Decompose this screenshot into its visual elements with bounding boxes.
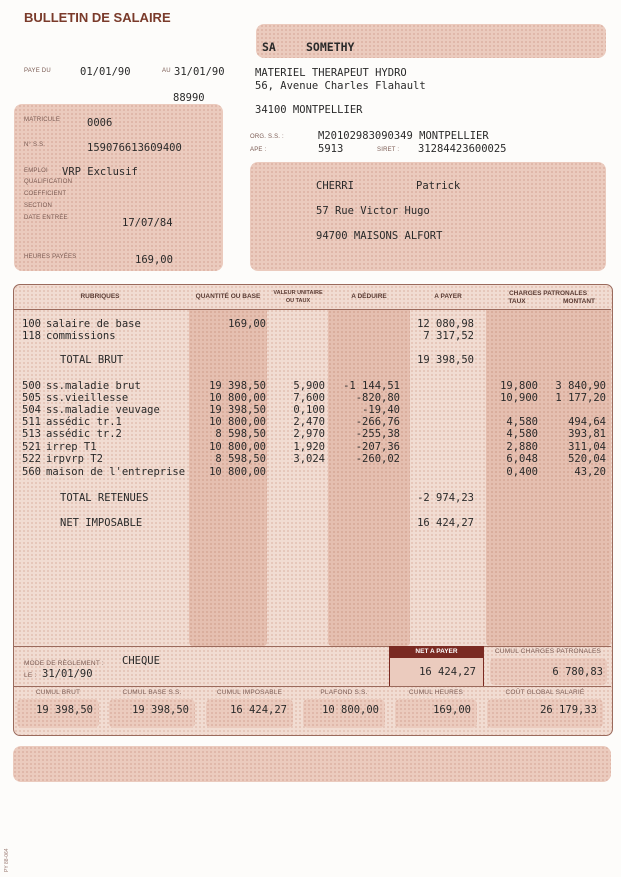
line-pay: 16 424,27 [417,517,474,529]
line-deduct: -1 144,51 [343,380,400,392]
period-to: 31/01/90 [174,66,225,78]
header-payer: A PAYER [434,293,462,300]
column-quantite [189,310,267,646]
footer-code: PY 88-064 [4,848,10,872]
ape-label: APE : [250,147,267,153]
au-label: AU [162,68,171,74]
line-label: TOTAL BRUT [60,354,124,366]
line-amount: 520,04 [568,453,606,465]
period-from: 01/01/90 [80,66,131,78]
line-rate: 7,600 [293,392,325,404]
date-entree-value: 17/07/84 [122,217,173,229]
emploi-value: VRP Exclusif [62,166,138,178]
line-deduct: -820,80 [355,392,400,404]
line-deduct: -255,38 [355,428,400,440]
header-valeur-1: VALEUR UNITAIRE [273,290,323,296]
line-rate: 0,100 [293,404,325,416]
line-amount: 393,81 [568,428,606,440]
cumul-charges-label: CUMUL CHARGES PATRONALES [494,648,602,655]
line-deduct: -260,02 [355,453,400,465]
line-base: 10 800,00 [209,441,266,453]
heures-label: HEURES PAYÉES [24,254,77,260]
employee-info-box [14,104,223,271]
cumul-label: CUMUL HEURES [408,689,464,696]
line-code: 100 [22,318,41,330]
line-label: ss.maladie veuvage [46,404,160,416]
line-label: ss.maladie brut [46,380,141,392]
line-label: irpvrp T2 [46,453,103,465]
line-amount: 311,04 [568,441,606,453]
recipient-first-name: Patrick [416,180,461,192]
line-base: 8 598,50 [215,428,266,440]
line-rate: 1,920 [293,441,325,453]
line-code: 513 [22,428,41,440]
line-amount: 43,20 [574,466,606,478]
line-label: maison de l'entreprise [46,466,186,478]
matricule-value: 0006 [87,117,113,129]
line-code: 522 [22,453,41,465]
line-label: salaire de base [46,318,141,330]
line-deduct: -266,76 [355,416,400,428]
line-deduct: -19,40 [362,404,400,416]
line-rate: 5,900 [293,380,325,392]
period-ref: 88990 [173,92,205,104]
cumul-divider [14,686,611,687]
line-pay: 7 317,52 [423,330,474,342]
line-base: 10 800,00 [209,466,266,478]
line-label: ss.vieillesse [46,392,129,404]
employer-line2: 56, Avenue Charles Flahault [255,80,426,92]
line-pay: 19 398,50 [417,354,474,366]
line-pct: 2,880 [506,441,538,453]
recipient-address2: 94700 MAISONS ALFORT [316,230,443,242]
line-code: 511 [22,416,41,428]
line-deduct: -207,36 [355,441,400,453]
nss-value: 159076613609400 [87,142,182,154]
line-code: 560 [22,466,41,478]
org-value: M20102983090349 MONTPELLIER [318,130,489,142]
cumul-label: CUMUL BRUT [35,689,81,696]
line-rate: 3,024 [293,453,325,465]
line-amount: 494,64 [568,416,606,428]
header-taux: TAUX [508,298,526,305]
line-label: TOTAL RETENUES [60,492,149,504]
net-value: 16 424,27 [419,666,476,678]
cumul-label: CUMUL IMPOSABLE [216,689,283,696]
cumul-value: 19 398,50 [36,704,93,716]
document-title: BULLETIN DE SALAIRE [24,10,171,25]
heures-value: 169,00 [135,254,173,266]
org-label: ORG. S.S. : [250,134,284,140]
line-base: 10 800,00 [209,416,266,428]
line-pct: 19,800 [500,380,538,392]
line-base: 19 398,50 [209,404,266,416]
line-label: NET IMPOSABLE [60,517,143,529]
qualification-label: QUALIFICATION [24,179,73,185]
header-deduire: A DÉDUIRE [351,293,387,300]
cumul-value: 10 800,00 [322,704,379,716]
mode-value: CHEQUE [122,655,160,667]
line-label: irrep T1 [46,441,97,453]
cumul-label: COÛT GLOBAL SALARIÉ [505,689,585,696]
emploi-label: EMPLOI [24,168,48,174]
line-pct: 10,900 [500,392,538,404]
paye-du-label: PAYE DU [24,68,51,74]
line-base: 169,00 [228,318,266,330]
coefficient-label: COEFFICIENT [24,191,67,197]
cumul-value: 26 179,33 [540,704,597,716]
cumul-label: PLAFOND S.S. [320,689,368,696]
nss-label: N° S.S. [24,142,46,148]
net-label: NET A PAYER [415,648,458,655]
line-label: commissions [46,330,116,342]
employer-name: SOMETHY [306,40,355,54]
siret-value: 31284423600025 [418,143,507,155]
column-charges [486,310,611,646]
header-montant: MONTANT [562,298,595,305]
line-label: assédic tr.1 [46,416,122,428]
siret-label: SIRET : [377,147,400,153]
cumul-value: 16 424,27 [230,704,287,716]
le-date: 31/01/90 [42,668,93,680]
line-code: 500 [22,380,41,392]
section-label: SECTION [24,203,53,209]
line-label: assédic tr.2 [46,428,122,440]
ape-value: 5913 [318,143,344,155]
employer-line1: MATERIEL THERAPEUT HYDRO [255,67,407,79]
line-pct: 4,580 [506,428,538,440]
recipient-address1: 57 Rue Victor Hugo [316,205,430,217]
line-pct: 4,580 [506,416,538,428]
line-pay: 12 080,98 [417,318,474,330]
matricule-label: MATRICULE [24,117,61,123]
cumul-value: 19 398,50 [132,704,189,716]
recipient-last-name: CHERRI [316,180,354,192]
line-code: 505 [22,392,41,404]
cumul-label: CUMUL BASE S.S. [122,689,182,696]
line-code: 521 [22,441,41,453]
payment-divider [14,646,611,647]
line-code: 118 [22,330,41,342]
line-pct: 6,048 [506,453,538,465]
line-base: 10 800,00 [209,392,266,404]
date-entree-label: DATE ENTRÉE [24,215,68,221]
line-amount: 3 840,90 [555,380,606,392]
column-deduire [328,310,410,646]
line-rate: 2,470 [293,416,325,428]
line-base: 19 398,50 [209,380,266,392]
header-valeur-2: OU TAUX [285,298,311,304]
header-rubriques: RUBRIQUES [80,293,120,300]
line-code: 504 [22,404,41,416]
header-charges: CHARGES PATRONALES [508,290,588,297]
line-pct: 0,400 [506,466,538,478]
cumul-value: 169,00 [433,704,471,716]
line-base: 8 598,50 [215,453,266,465]
le-label: LE : [24,672,37,679]
line-pay: -2 974,23 [417,492,474,504]
employer-prefix: SA [262,40,276,54]
line-amount: 1 177,20 [555,392,606,404]
cumul-charges-value: 6 780,83 [552,666,603,678]
mode-label: MODE DE RÈGLEMENT : [24,660,104,667]
line-rate: 2,970 [293,428,325,440]
message-band [13,746,611,782]
header-quantite: QUANTITÉ OU BASE [195,293,261,300]
employer-line3: 34100 MONTPELLIER [255,104,363,116]
table-header-divider [14,309,611,310]
